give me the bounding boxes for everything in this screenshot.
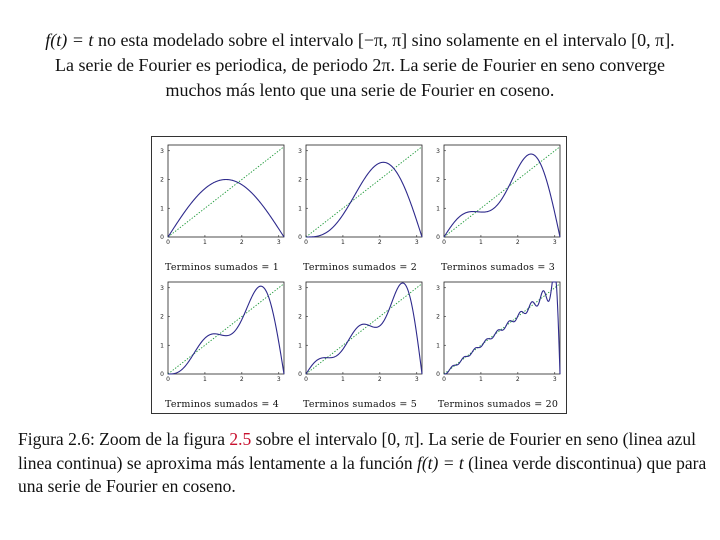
x-tick-label: 3 — [552, 376, 557, 383]
figure-grid — [151, 136, 567, 414]
x-tick-label: 2 — [239, 239, 244, 246]
y-tick-label: 3 — [436, 147, 440, 155]
fourier-sum-curve — [306, 162, 422, 237]
reference-line — [168, 284, 284, 374]
x-tick-label: 0 — [304, 376, 308, 383]
plot-panel-6 — [430, 276, 566, 413]
y-tick-label: 1 — [160, 205, 164, 213]
y-tick-label: 1 — [298, 205, 302, 213]
reference-line — [306, 147, 422, 237]
plot-svg-6 — [430, 276, 566, 399]
panel-caption-5: Terminos sumados = 5 — [303, 399, 417, 410]
y-tick-label: 3 — [160, 284, 164, 292]
panel-caption-3: Terminos sumados = 3 — [441, 262, 555, 273]
x-tick-label: 3 — [552, 239, 557, 246]
y-tick-label: 1 — [160, 342, 164, 350]
x-tick-label: 0 — [166, 239, 170, 246]
intro-line-2: La serie de Fourier es periodica, de periodo 2π. La serie de Fourier en seno converge — [54, 55, 666, 75]
y-tick-label: 2 — [160, 176, 164, 184]
plot-panel-5 — [292, 276, 428, 413]
caption-suffix: (linea verde discontinua) que para una serie de Fourier en coseno. — [18, 452, 707, 496]
x-tick-label: 2 — [377, 376, 382, 383]
x-tick-label: 2 — [515, 376, 520, 383]
x-tick-label: 3 — [276, 376, 281, 383]
plot-panel-1 — [154, 139, 290, 276]
fourier-sum-curve — [168, 180, 284, 238]
panel-caption-1: Terminos sumados = 1 — [165, 262, 279, 273]
y-tick-label: 2 — [160, 313, 164, 321]
y-tick-label: 2 — [436, 313, 440, 321]
x-tick-label: 2 — [515, 239, 520, 246]
x-tick-label: 1 — [479, 239, 483, 246]
reference-line — [168, 147, 284, 237]
x-tick-label: 0 — [442, 239, 446, 246]
caption-middle: sobre el intervalo [0, π]. La serie de Fourier en seno (linea azul linea continua) se aproxima más lentamente a la función — [18, 429, 697, 473]
y-tick-label: 0 — [298, 371, 302, 378]
y-tick-label: 0 — [160, 371, 164, 378]
plot-svg-4 — [154, 276, 290, 399]
figure-caption — [18, 428, 708, 499]
y-tick-label: 3 — [298, 284, 302, 292]
plot-panel-4 — [154, 276, 290, 413]
y-tick-label: 0 — [436, 234, 440, 241]
y-tick-label: 2 — [436, 176, 440, 184]
x-tick-label: 1 — [341, 376, 345, 383]
x-tick-label: 2 — [239, 376, 244, 383]
x-tick-label: 3 — [414, 376, 419, 383]
x-tick-label: 0 — [166, 376, 170, 383]
plot-svg-1 — [154, 139, 290, 262]
caption-prefix: Figura 2.6: Zoom de la figura — [18, 429, 230, 449]
fourier-sum-curve — [444, 282, 560, 374]
y-tick-label: 2 — [298, 176, 302, 184]
x-tick-label: 3 — [414, 239, 419, 246]
intro-line-1: no esta modelado sobre el intervalo [−π, π] sino solamente en el intervalo [0, π]. — [93, 30, 675, 50]
y-tick-label: 0 — [160, 234, 164, 241]
intro-paragraph — [14, 28, 706, 103]
y-tick-label: 1 — [436, 342, 440, 350]
y-tick-label: 1 — [436, 205, 440, 213]
y-tick-label: 3 — [298, 147, 302, 155]
x-tick-label: 1 — [341, 239, 345, 246]
reference-line — [444, 147, 560, 237]
panel-caption-2: Terminos sumados = 2 — [303, 262, 417, 273]
panel-caption-4: Terminos sumados = 4 — [165, 399, 279, 410]
plot-svg-3 — [430, 139, 566, 262]
caption-math: f(t) = t — [416, 452, 464, 473]
y-tick-label: 0 — [436, 371, 440, 378]
y-tick-label: 1 — [298, 342, 302, 350]
y-tick-label: 2 — [298, 313, 302, 321]
x-tick-label: 1 — [479, 376, 483, 383]
plot-panel-2 — [292, 139, 428, 276]
y-tick-label: 0 — [298, 234, 302, 241]
fourier-sum-curve — [444, 154, 560, 237]
figure-reference-link[interactable]: 2.5 — [229, 429, 252, 449]
x-tick-label: 3 — [276, 239, 281, 246]
plot-panel-3 — [430, 139, 566, 276]
reference-line — [306, 284, 422, 374]
plot-svg-2 — [292, 139, 428, 262]
x-tick-label: 1 — [203, 376, 207, 383]
x-tick-label: 2 — [377, 239, 382, 246]
x-tick-label: 0 — [442, 376, 446, 383]
intro-line-3: muchos más lento que una serie de Fourier en coseno. — [165, 80, 555, 100]
y-tick-label: 3 — [160, 147, 164, 155]
intro-math: f(t) = t — [45, 30, 94, 50]
x-tick-label: 1 — [203, 239, 207, 246]
plot-svg-5 — [292, 276, 428, 399]
x-tick-label: 0 — [304, 239, 308, 246]
panel-caption-6: Terminos sumados = 20 — [437, 399, 559, 410]
y-tick-label: 3 — [436, 284, 440, 292]
